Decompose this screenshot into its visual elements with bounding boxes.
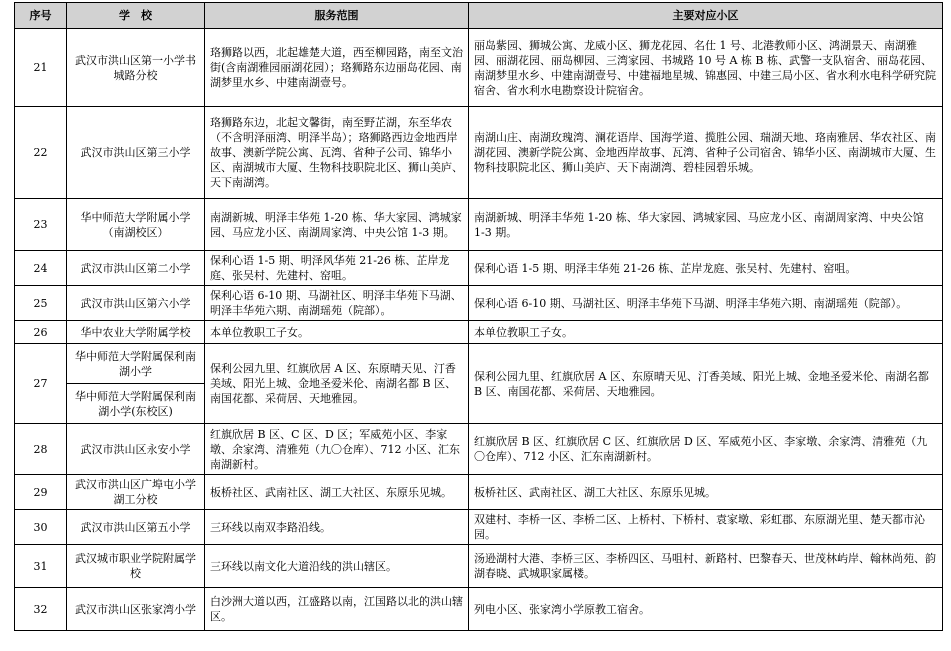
- row-num: 25: [15, 286, 67, 321]
- row-range: 保利公园九里、红旗欣居 A 区、东原晴天见、汀香美域、阳光上城、金地圣爱米伦、南湖名都 B 区、南国花都、采荷居、天地雅园。: [205, 344, 469, 424]
- table-row: [15, 588, 943, 631]
- row-school: 武汉市洪山区永安小学: [67, 424, 205, 475]
- row-range: 白沙洲大道以西，江盛路以南，江国路以北的洪山辖区。: [205, 588, 469, 631]
- row-num: 32: [15, 588, 67, 631]
- row-school: 华中师范大学附属保利南湖小学: [67, 344, 205, 384]
- header-num: 序号: [15, 3, 67, 29]
- row-school: 武汉市洪山区第六小学: [67, 286, 205, 321]
- row-communities: 红旗欣居 B 区、红旗欣居 C 区、红旗欣居 D 区、军威苑小区、李家墩、余家湾、清雅苑（九〇仓库）、712 小区、汇东南湖新村。: [469, 424, 943, 475]
- table-row: [15, 545, 943, 588]
- row-communities: 双建村、李桥一区、李桥二区、上桥村、下桥村、袁家墩、彩虹郡、东原湖光里、楚天都市沁园。: [469, 510, 943, 545]
- row-range: 本单位教职工子女。: [205, 321, 469, 344]
- table-row: [15, 424, 943, 475]
- row-school: 武汉城市职业学院附属学校: [67, 545, 205, 588]
- row-school-east: 华中师范大学附属保利南湖小学(东校区): [67, 384, 205, 424]
- row-range: 红旗欣居 B 区、C 区、D 区；军威苑小区、李家墩、余家湾、清雅苑（九〇仓库）、712 小区、汇东南湖新村。: [205, 424, 469, 475]
- row-communities: 南湖新城、明泽丰华苑 1-20 栋、华大家园、鸿城家园、马应龙小区、南湖周家湾、中央公馆 1-3 期。: [469, 199, 943, 251]
- row-num: 29: [15, 475, 67, 510]
- row-school: 武汉市洪山区第三小学: [67, 107, 205, 199]
- row-num: 26: [15, 321, 67, 344]
- row-communities: 南湖山庄、南湖玫瑰湾、澜花语岸、国海学道、揽胜公园、瑞湖天地、珞南雅居、华农社区、南湖花园、澳新学院公寓、金地西岸故事、瓦湾、省种子公司宿舍、锦华小区、南湖城市大厦、生物科技职院北区、狮山美庐、天下南湖湾、碧桂园碧乐城。: [469, 107, 943, 199]
- table-row: [15, 107, 943, 199]
- row-range: 三环线以南文化大道沿线的洪山辖区。: [205, 545, 469, 588]
- header-range: 服务范围: [205, 3, 469, 29]
- table-row: [15, 321, 943, 344]
- row-school: 华中农业大学附属学校: [67, 321, 205, 344]
- row-range: 珞狮路东边，北起文馨街，南至野芷湖，东至华农（不含明泽丽湾、明泽半岛）；珞狮路西边金地西岸故事、澳新学院公寓、瓦湾、省种子公司、锦华小区、南湖城市大厦、生物科技职院北区、狮山美庐、天下南湖湾。: [205, 107, 469, 199]
- row-num: 21: [15, 29, 67, 107]
- row-num: 22: [15, 107, 67, 199]
- row-school: 武汉市洪山区广埠屯小学湖工分校: [67, 475, 205, 510]
- row-range: 珞狮路以西，北起雄楚大道，西至柳园路，南至文治街(含南湖雅园丽湖花园）；珞狮路东边丽岛花园、南湖梦里水乡、中建南湖壹号。: [205, 29, 469, 107]
- row-school: 华中师范大学附属小学（南湖校区）: [67, 199, 205, 251]
- row-range: 板桥社区、武南社区、湖工大社区、东原乐见城。: [205, 475, 469, 510]
- table-row: [15, 199, 943, 251]
- row-num: 24: [15, 251, 67, 286]
- table-row: [15, 510, 943, 545]
- row-school: 武汉市洪山区第二小学: [67, 251, 205, 286]
- row-school: 武汉市洪山区张家湾小学: [67, 588, 205, 631]
- row-range: 三环线以南双李路沿线。: [205, 510, 469, 545]
- row-school: 武汉市洪山区第五小学: [67, 510, 205, 545]
- header-school: 学 校: [67, 3, 205, 29]
- row-communities: 列电小区、张家湾小学原教工宿舍。: [469, 588, 943, 631]
- row-range: 保利心语 1-5 期、明泽风华苑 21-26 栋、芷岸龙庭、张吴村、先建村、窑咀。: [205, 251, 469, 286]
- table-row: [15, 29, 943, 107]
- row-communities: 汤逊湖村大港、李桥三区、李桥四区、马咀村、新路村、巴黎春天、世茂林屿岸、翰林尚苑、韵湖春晓、武城职家属楼。: [469, 545, 943, 588]
- header-communities: 主要对应小区: [469, 3, 943, 29]
- row-num: 27: [15, 344, 67, 424]
- row-range: 南湖新城、明泽丰华苑 1-20 栋、华大家园、鸿城家园、马应龙小区、南湖周家湾、中央公馆 1-3 期。: [205, 199, 469, 251]
- row-communities: 保利心语 6-10 期、马湖社区、明泽丰华苑下马湖、明泽丰华苑六期、南湖瑶苑（院部）。: [469, 286, 943, 321]
- school-service-area-table: [14, 2, 943, 631]
- table-row: [15, 286, 943, 321]
- row-num: 23: [15, 199, 67, 251]
- row-num: 30: [15, 510, 67, 545]
- enrollment-table-container: [14, 2, 942, 631]
- header-row: [15, 3, 943, 29]
- row-communities: 本单位教职工子女。: [469, 321, 943, 344]
- row-communities: 丽岛紫园、狮城公寓、龙威小区、狮龙花园、名仕 1 号、北港教师小区、鸿湖景天、南湖雅园、丽湖花园、丽岛柳园、三湾家园、书城路 10 号 A 栋 B 栋、武警一支队宿舍、丽岛花园、南湖梦里水乡、中建南湖壹号、中建福地星城、锦惠园、中建三局小区、省水利水电科学研究院宿舍、省水利水电勘察设计院宿舍。: [469, 29, 943, 107]
- table-row: [15, 475, 943, 510]
- row-num: 31: [15, 545, 67, 588]
- row-communities: 保利公园九里、红旗欣居 A 区、东原晴天见、汀香美域、阳光上城、金地圣爱米伦、南湖名都 B 区、南国花都、采荷居、天地雅园。: [469, 344, 943, 424]
- row-range: 保利心语 6-10 期、马湖社区、明泽丰华苑下马湖、明泽丰华苑六期、南湖瑶苑（院部）。: [205, 286, 469, 321]
- row-communities: 保利心语 1-5 期、明泽丰华苑 21-26 栋、芷岸龙庭、张吴村、先建村、窑咀。: [469, 251, 943, 286]
- row-school: 武汉市洪山区第一小学书城路分校: [67, 29, 205, 107]
- table-row: [15, 251, 943, 286]
- table-row: [15, 344, 943, 384]
- row-num: 28: [15, 424, 67, 475]
- row-communities: 板桥社区、武南社区、湖工大社区、东原乐见城。: [469, 475, 943, 510]
